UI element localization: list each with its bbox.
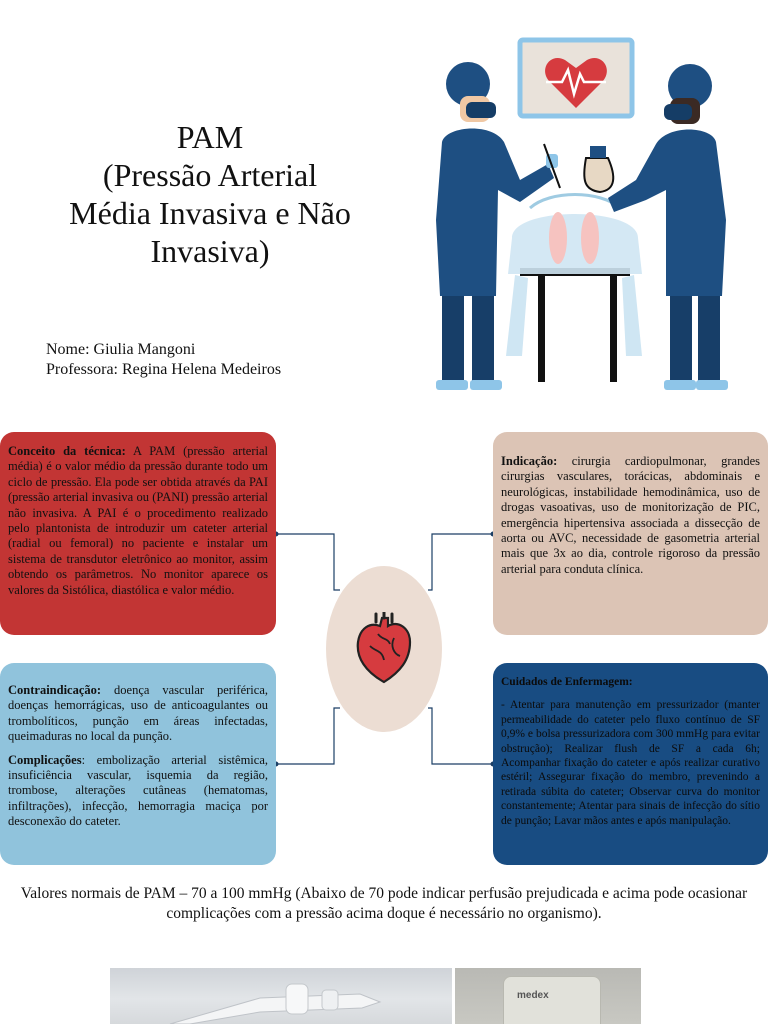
contraindication-paragraph — [8, 683, 268, 745]
complications-paragraph — [8, 753, 268, 830]
concept-card — [0, 432, 276, 635]
teacher-name: Professora: Regina Helena Medeiros — [46, 361, 282, 378]
indication-card — [493, 432, 768, 635]
anatomical-heart-icon — [354, 612, 414, 686]
concept-label: Conceito da técnica: — [8, 444, 126, 458]
catheter-photo — [110, 968, 452, 1024]
title-line-2: (Pressão Arterial — [102, 157, 318, 193]
concept-text: A PAM (pressão arterial média) é o valor médio da pressão durante todo um ciclo de pressão. Ela pode ser obtida através da PAI (pressão arterial invasiva ou (PANI) pressão arterial não invasiva. A PAI é o procedimento realizado pelo plantonista de introduzir um cateter arterial (radial ou femoral) no paciente e instalar um sistema de transdutor eletrônico ao monitor, assim obtendo os parâmetros. No monitor aparece os valores da Sistólica, diastólica e valor médio. — [8, 444, 268, 597]
normal-values-note: Valores normais de PAM – 70 a 100 mmHg (Abaixo de 70 pode indicar perfusão prejudicada e acima pode ocasionar complicações com a pressão acima doque é necessário no organismo). — [20, 885, 748, 922]
central-hub — [326, 566, 442, 732]
contraindication-text: doença vascular periférica, doenças hemorrágicas, uso de anticoagulantes ou trombolíticos, punção em áreas infectadas, queimaduras no local da punção. — [8, 683, 268, 744]
contraindication-label: Contraindicação: — [8, 683, 102, 697]
indication-text: cirurgia cardiopulmonar, grandes cirurgias vasculares, torácicas, abdominais e neurológicas, instabilidade hemodinâmica, uso de drogas vasoativas, uso de monitorização de PIC, emergência hipertensiva associada a dissecção de aorta ou AVC, necessidade de gasometria arterial mais que 3x ao dia, controle rigoroso da pressão arterial para conduta clínica. — [501, 454, 760, 576]
complications-text: : embolização arterial sistêmica, insuficiência vascular, isquemia da região, trombose, alterações cutâneas (hematomas, infiltrações), infecção, hemorragia maciça por desconexão do cateter. — [8, 752, 268, 829]
nursing-care-text: - Atentar para manutenção em pressurizador (manter permeabilidade do cateter pelo fluxo contínuo de SF 0,9% e bolsa pressurizadora com 300 mmHg para evitar obstrução); Realizar flush de SF a cada 6h; Acompanhar fixação do cateter e após realizar curativo estéril; Assegurar fixação do membro, prevenindo a retirada súbita do cateter; Observar curva do monitor constantemente; Atentar para sinais de infecção do sítio de punção; Lavar mãos antes e após manipulação. — [501, 699, 760, 827]
bag-brand-label: medex — [517, 990, 549, 1001]
title-line-3: Média Invasiva e Não — [69, 195, 351, 231]
indication-label: Indicação: — [501, 454, 558, 468]
concept-paragraph — [8, 444, 268, 598]
title-line-4: Invasiva) — [150, 233, 270, 269]
pressure-bag-photo — [455, 968, 641, 1024]
complications-label: Complicações — [8, 752, 82, 767]
title-line-1: PAM — [176, 119, 244, 155]
contraindication-card — [0, 663, 276, 865]
nursing-care-card — [493, 663, 768, 865]
nursing-care-label: Cuidados de Enfermagem: — [501, 676, 633, 688]
indication-paragraph — [501, 454, 760, 577]
student-name: Nome: Giulia Mangoni — [46, 341, 196, 358]
catheter-icon — [110, 968, 452, 1024]
